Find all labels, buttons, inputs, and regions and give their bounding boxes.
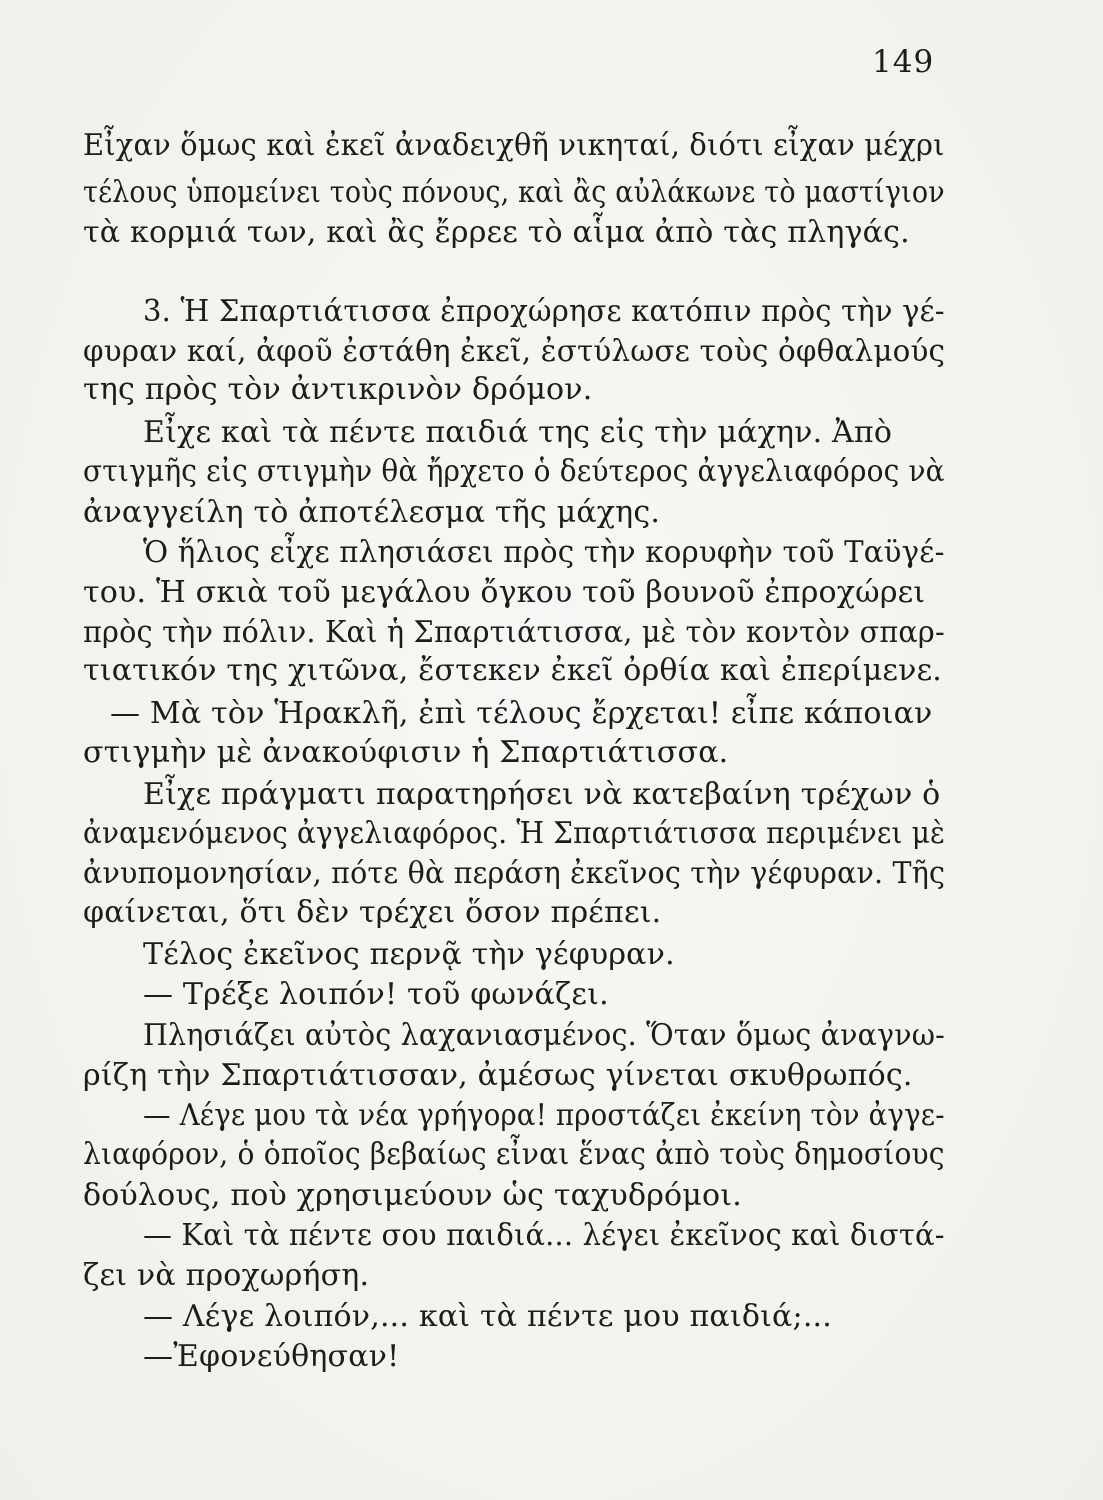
text-line: φαίνεται, ὅτι δὲν τρέχει ὅσον πρέπει. — [83, 895, 662, 930]
text-line: στιγμὴν μὲ ἀνακούφισιν ἡ Σπαρτιάτισσα. — [83, 735, 729, 770]
text-line: Εἶχε πράγματι παρατηρήσει νὰ κατεβαίνη τρέχων ὁ — [143, 777, 941, 812]
page-number: 149 — [872, 44, 935, 80]
text-line: τέλους ὑπομείνει τοὺς πόνους, καὶ ἂς αὐλάκωνε τὸ μαστίγιον — [83, 175, 945, 210]
text-line: ἀναμενόμενος ἀγγελιαφόρος. Ἡ Σπαρτιάτισσα περιμένει μὲ — [83, 816, 946, 851]
text-line: — Λέγε λοιπόν,... καὶ τὰ πέντε μου παιδιά;... — [143, 1299, 833, 1334]
text-line: τὰ κορμιά των, καὶ ἂς ἔρρεε τὸ αἷμα ἀπὸ τὰς πληγάς. — [83, 215, 910, 250]
text-line: της πρὸς τὸν ἀντικρινὸν δρόμον. — [83, 372, 593, 407]
text-line: Ὁ ἥλιος εἶχε πλησιάσει πρὸς τὴν κορυφὴν τοῦ Ταϋγέ- — [143, 535, 945, 570]
text-line: Εἶχαν ὅμως καὶ ἐκεῖ ἀναδειχθῆ νικηταί, διότι εἶχαν μέχρι — [83, 128, 945, 163]
text-line: τιατικόν της χιτῶνα, ἔστεκεν ἐκεῖ ὀρθία καὶ ἐπερίμενε. — [83, 653, 943, 688]
text-line: ἀνυπομονησίαν, πότε θὰ περάση ἐκεῖνος τὴν γέφυραν. Τῆς — [83, 856, 946, 891]
text-line: — Μὰ τὸν Ἡρακλῆ, ἐπὶ τέλους ἔρχεται! εἶπε κάποιαν — [110, 696, 933, 731]
text-line: του. Ἡ σκιὰ τοῦ μεγάλου ὄγκου τοῦ βουνοῦ ἐπροχώρει — [83, 575, 926, 610]
text-line: Τέλος ἐκεῖνος περνᾷ τὴν γέφυραν. — [143, 937, 675, 972]
text-line: 3. Ἡ Σπαρτιάτισσα ἐπροχώρησε κατόπιν πρὸς τὴν γέ- — [143, 294, 945, 329]
text-line: φυραν καί, ἀφοῦ ἐστάθη ἐκεῖ, ἐστύλωσε τοὺς ὀφθαλμούς — [83, 334, 946, 369]
text-line: — Τρέξε λοιπόν! τοῦ φωνάζει. — [143, 977, 609, 1012]
text-line: λιαφόρον, ὁ ὁποῖος βεβαίως εἶναι ἕνας ἀπὸ τοὺς δημοσίους — [83, 1137, 945, 1172]
text-line: ἀναγγείλη τὸ ἀποτέλεσμα τῆς μάχης. — [83, 495, 661, 530]
text-line: Εἶχε καὶ τὰ πέντε παιδιά της εἰς τὴν μάχην. Ἀπὸ — [143, 415, 893, 450]
text-line: — Λέγε μου τὰ νέα γρήγορα! προστάζει ἐκείνη τὸν ἀγγε- — [143, 1098, 945, 1133]
text-line: πρὸς τὴν πόλιν. Καὶ ἡ Σπαρτιάτισσα, μὲ τὸν κοντὸν σπαρ- — [83, 615, 945, 650]
text-line: ρίζη τὴν Σπαρτιάτισσαν, ἀμέσως γίνεται σκυθρωπός. — [83, 1058, 913, 1093]
text-line: δούλους, ποὺ χρησιμεύουν ὡς ταχυδρόμοι. — [83, 1178, 742, 1213]
text-line: ζει νὰ προχωρήση. — [83, 1258, 370, 1293]
text-line: — Καὶ τὰ πέντε σου παιδιά... λέγει ἐκεῖνος καὶ διστά- — [143, 1218, 945, 1253]
text-line: στιγμῆς εἰς στιγμὴν θὰ ἤρχετο ὁ δεύτερος ἀγγελιαφόρος νὰ — [83, 454, 945, 489]
text-line: —Ἐφονεύθησαν! — [143, 1339, 400, 1374]
text-line: Πλησιάζει αὐτὸς λαχανιασμένος. Ὅταν ὅμως ἀναγνω- — [143, 1018, 945, 1053]
